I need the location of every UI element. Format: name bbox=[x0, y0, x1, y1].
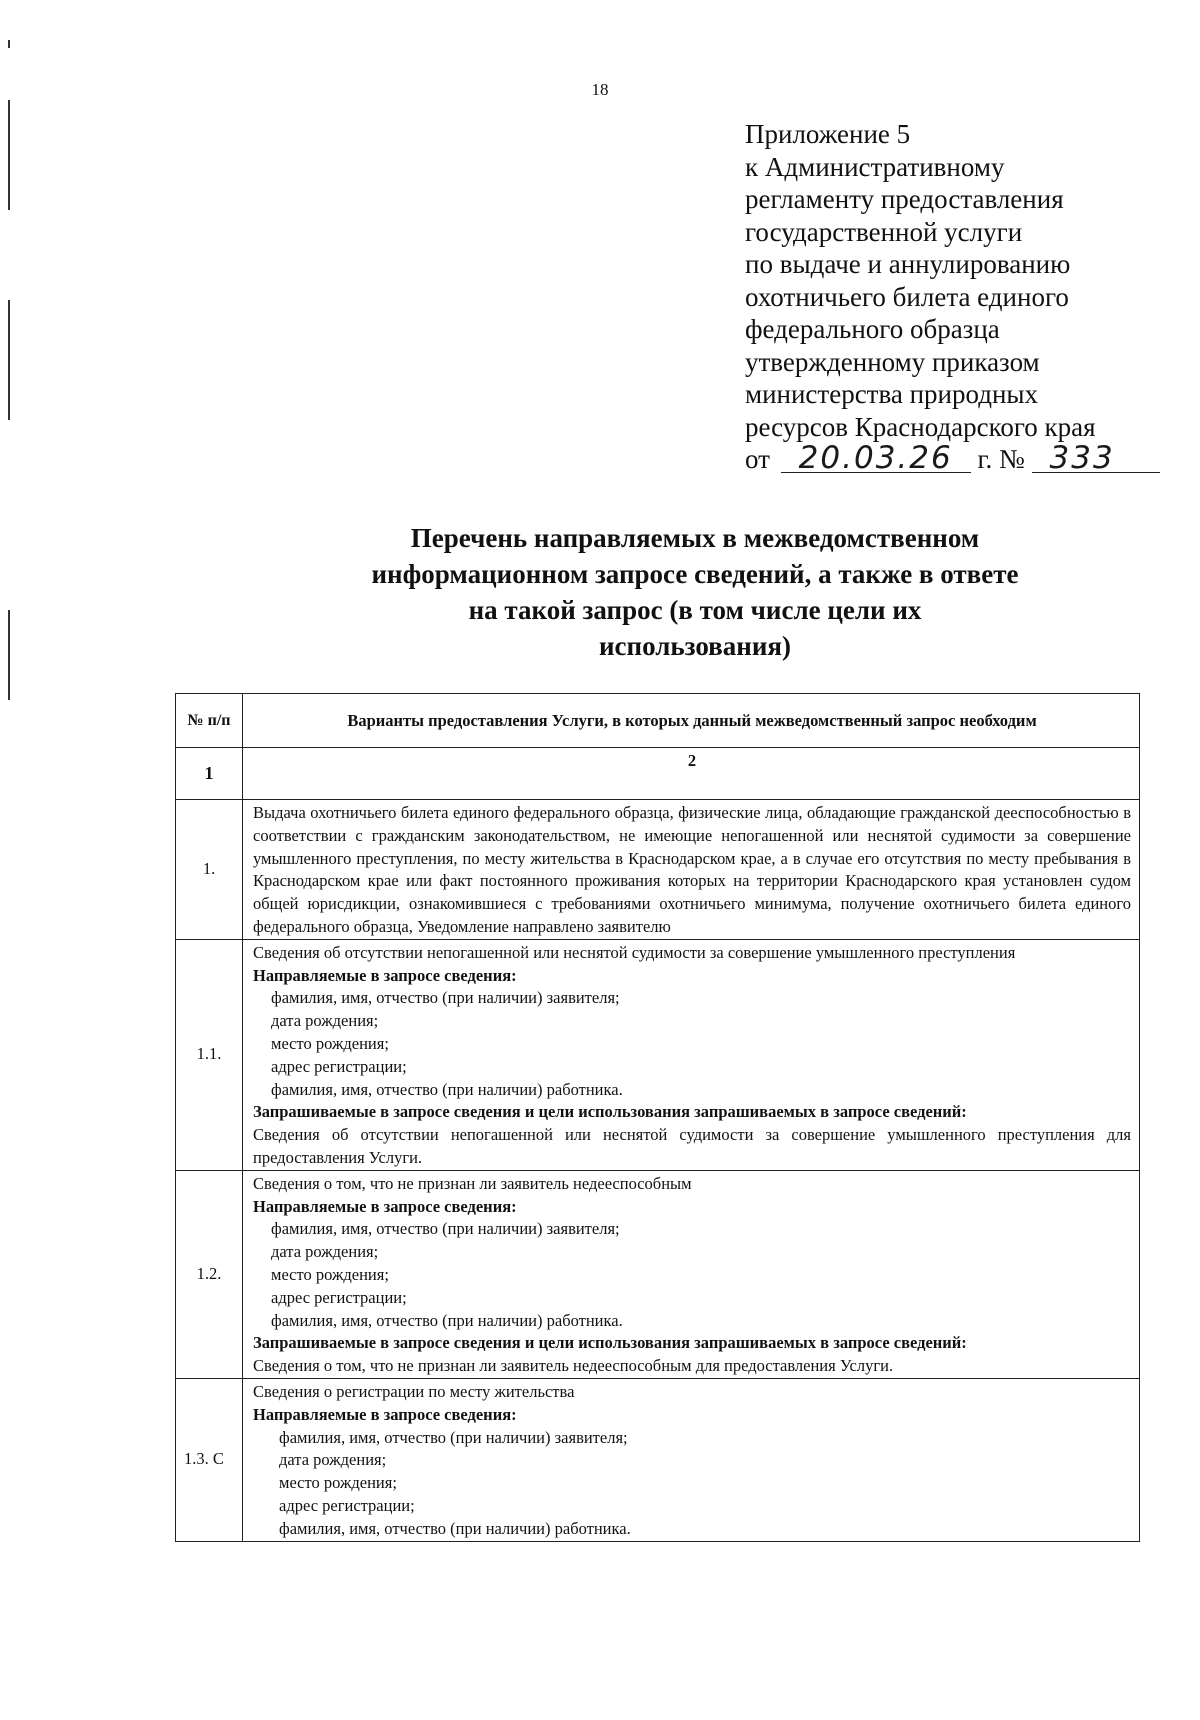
table-header-row bbox=[176, 694, 1140, 748]
list-item: место рождения; bbox=[279, 1473, 397, 1493]
title-line: Перечень направляемых в межведомственном bbox=[410, 523, 980, 553]
annex-line: государственной услуги bbox=[745, 216, 1023, 247]
handwritten-number: 333 bbox=[1032, 444, 1160, 473]
row-number: 1. bbox=[176, 800, 243, 940]
info-request-table bbox=[175, 693, 1140, 1542]
annex-line: федерального образца bbox=[745, 314, 1000, 344]
annex-line: по выдаче и аннулированию bbox=[745, 249, 1071, 279]
row-intro: Сведения о регистрации по месту жительства bbox=[253, 1381, 575, 1401]
header-num-cell: № п/п bbox=[176, 694, 243, 748]
annex-line: к Административному bbox=[745, 151, 1005, 182]
list-item: дата рождения; bbox=[279, 1450, 387, 1470]
margin-mark bbox=[8, 100, 10, 210]
sent-label: Направляемые в запросе сведения: bbox=[253, 1404, 517, 1424]
row-intro: Сведения об отсутствии непогашенной или неснятой судимости за совершение умышленного преступления bbox=[253, 942, 1016, 962]
title-line: информационном запросе сведений, а также в ответе bbox=[371, 559, 1019, 589]
table-row bbox=[176, 939, 1140, 1170]
annex-line: охотничьего билета единого bbox=[745, 281, 1069, 312]
column-number-row bbox=[176, 748, 1140, 800]
header-text-cell: Варианты предоставления Услуги, в которых данный межведомственный запрос необходим bbox=[243, 694, 1140, 748]
requested-text: Сведения об отсутствии непогашенной или неснятой судимости за совершение умышленного преступления для предоставления Услуги. bbox=[253, 1125, 1131, 1167]
margin-mark bbox=[8, 610, 10, 700]
list-item: адрес регистрации; bbox=[271, 1056, 407, 1076]
annex-header bbox=[745, 118, 1165, 476]
annex-line: ресурсов Краснодарского края bbox=[745, 411, 1096, 442]
row-content bbox=[243, 1170, 1140, 1378]
row-text: Выдача охотничьего билета единого федерального образца, физические лица, обладающие гражданской дееспособностью в соответствии с гражданским законодательством, не имеющие непогашенной или неснятой судимости за совершение умышленного преступления, по месту жительства в Краснодарском крае, а в случае его отсутствия по месту пребывания в Краснодарском крае или факт постоянного проживания которых на территории Краснодарского края установлен судом общей юрисдикции, ознакомившиеся с требованиями охотничьего минимума, получение охотничьего билета единого федерального образца, Уведомление направлено заявителю bbox=[243, 800, 1140, 940]
annex-line: министерства природных bbox=[745, 379, 1039, 409]
annex-line: Приложение 5 bbox=[745, 119, 911, 149]
title-line: использования) bbox=[599, 631, 791, 661]
annex-line: утвержденному приказом bbox=[745, 346, 1040, 377]
list-item: место рождения; bbox=[271, 1264, 389, 1284]
margin-mark bbox=[8, 300, 10, 420]
row-content bbox=[243, 1378, 1140, 1541]
sent-label: Направляемые в запросе сведения: bbox=[253, 965, 517, 985]
list-item: адрес регистрации; bbox=[279, 1495, 415, 1515]
row-number: 1.3. С bbox=[176, 1378, 243, 1541]
requested-label: Запрашиваемые в запросе сведения и цели использования запрашиваемых в запросе сведений: bbox=[253, 1333, 967, 1353]
list-item: фамилия, имя, отчество (при наличии) работника. bbox=[271, 1079, 623, 1099]
requested-text: Сведения о том, что не признан ли заявитель недееспособным для предоставления Услуги. bbox=[253, 1356, 894, 1376]
document-title bbox=[330, 520, 1060, 664]
margin-mark bbox=[8, 40, 10, 48]
table-row bbox=[176, 800, 1140, 940]
list-item: адрес регистрации; bbox=[271, 1287, 407, 1307]
requested-label: Запрашиваемые в запросе сведения и цели использования запрашиваемых в запросе сведений: bbox=[253, 1102, 967, 1122]
date-prefix: от bbox=[745, 444, 770, 474]
list-item: место рождения; bbox=[271, 1033, 389, 1053]
row-number: 1.2. bbox=[176, 1170, 243, 1378]
column-number-2: 2 bbox=[243, 748, 1140, 800]
list-item: фамилия, имя, отчество (при наличии) заявителя; bbox=[279, 1427, 628, 1447]
handwritten-date: 20.03.26 bbox=[781, 444, 971, 473]
table-row bbox=[176, 1378, 1140, 1541]
title-line: на такой запрос (в том числе цели их bbox=[468, 595, 922, 625]
page-number: 18 bbox=[591, 80, 609, 99]
sent-label: Направляемые в запросе сведения: bbox=[253, 1196, 517, 1216]
row-intro: Сведения о том, что не признан ли заявитель недееспособным bbox=[253, 1173, 692, 1193]
list-item: фамилия, имя, отчество (при наличии) работника. bbox=[271, 1310, 623, 1330]
list-item: дата рождения; bbox=[271, 1011, 379, 1031]
annex-line: регламенту предоставления bbox=[745, 184, 1064, 214]
row-content bbox=[243, 939, 1140, 1170]
list-item: фамилия, имя, отчество (при наличии) заявителя; bbox=[271, 1219, 620, 1239]
list-item: фамилия, имя, отчество (при наличии) заявителя; bbox=[271, 988, 620, 1008]
annex-date-line bbox=[745, 440, 1165, 476]
row-number: 1.1. bbox=[176, 939, 243, 1170]
list-item: дата рождения; bbox=[271, 1242, 379, 1262]
list-item: фамилия, имя, отчество (при наличии) работника. bbox=[279, 1518, 631, 1538]
column-number-1: 1 bbox=[176, 748, 243, 800]
table-row bbox=[176, 1170, 1140, 1378]
year-suffix: г. № bbox=[977, 444, 1025, 474]
